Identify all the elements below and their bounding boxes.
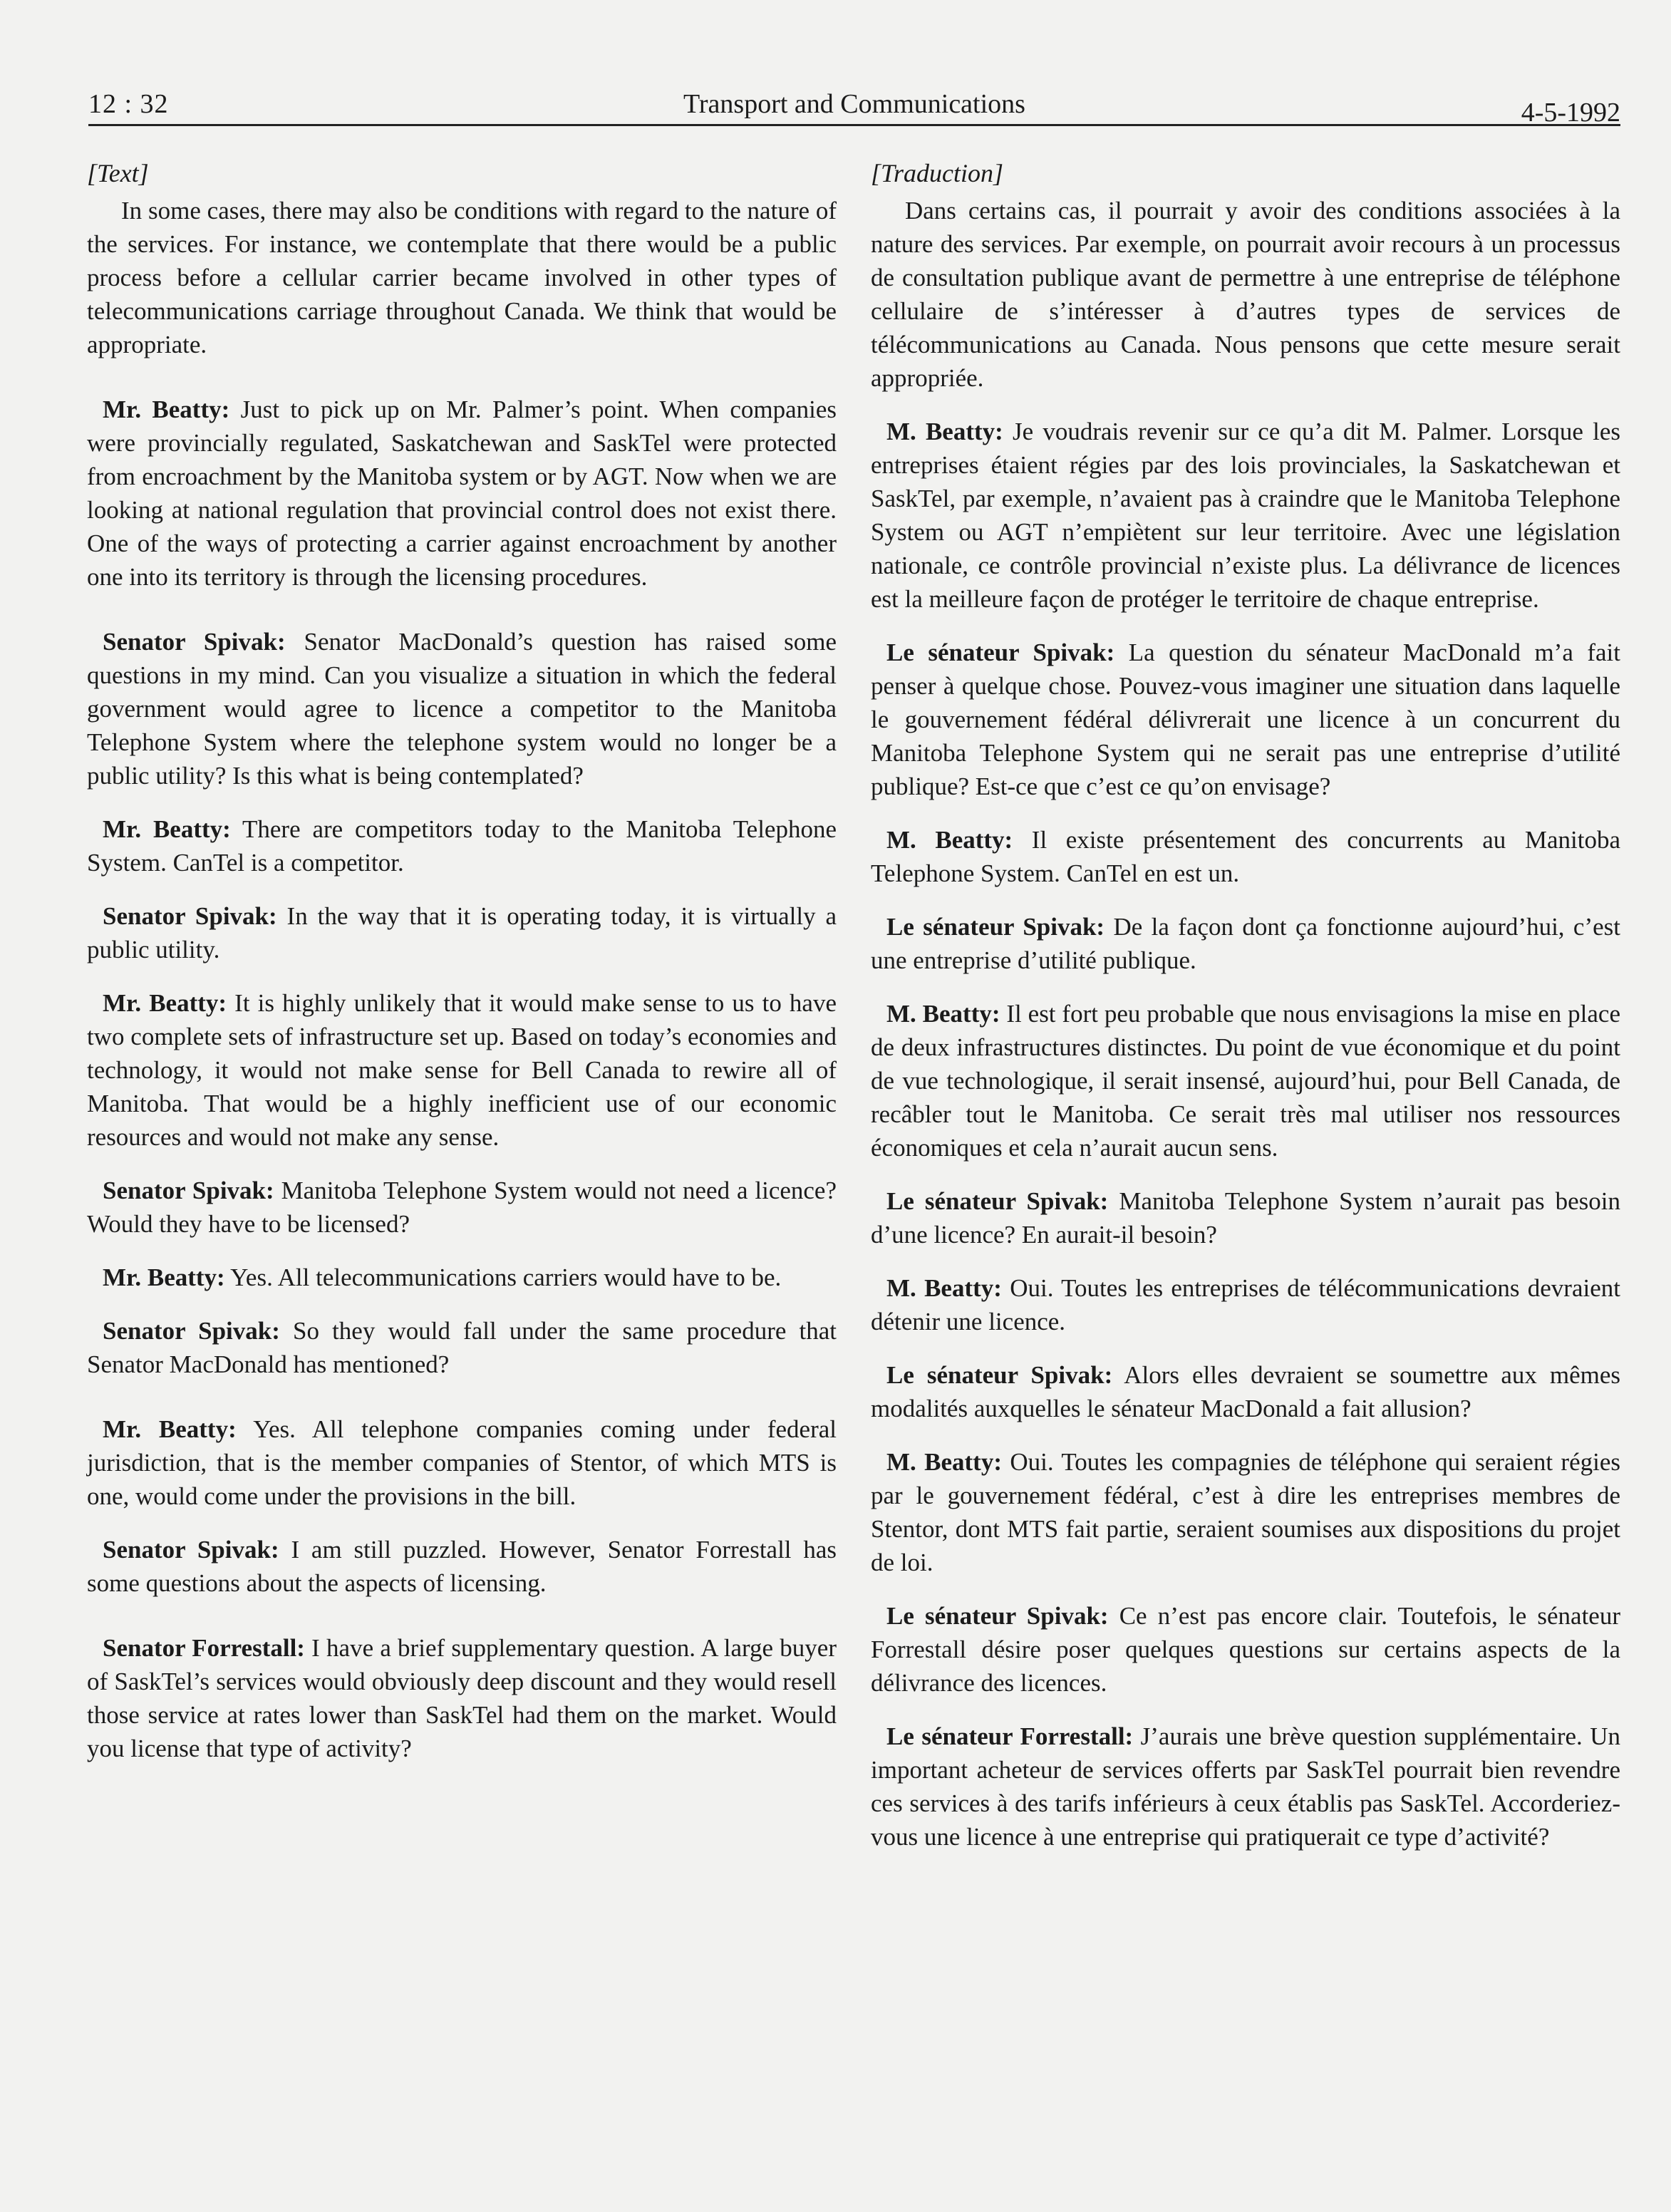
speaker-name: M. Beatty: xyxy=(886,1448,1002,1476)
english-paragraph xyxy=(87,194,837,361)
speaker-name: Mr. Beatty: xyxy=(103,989,227,1017)
speaker-name: M. Beatty: xyxy=(886,826,1013,854)
paragraph-text: Oui. Toutes les compagnies de téléphone qui seraient régies par le gouvernement fédéral, c’est à dire les entreprises membres de Stentor, dont MTS fait partie, seraient soumises aux dispositions du projet de loi. xyxy=(871,1448,1620,1576)
english-paragraph xyxy=(87,1261,837,1294)
paragraph-text: I am still puzzled. However, Senator Forrestall has some questions about the aspects of licensing. xyxy=(87,1536,837,1597)
paragraph-text: I have a brief supplementary question. A large buyer of SaskTel’s services would obviously deep discount and they would resell those service at rates lower than SaskTel had them on the market. Would you license that type of activity? xyxy=(87,1634,837,1762)
header-date: 4-5-1992 xyxy=(1521,98,1620,128)
speaker-name: Mr. Beatty: xyxy=(103,815,231,843)
speaker-name: Mr. Beatty: xyxy=(103,1415,237,1443)
english-paragraph xyxy=(87,1314,837,1381)
english-paragraph xyxy=(87,393,837,594)
french-paragraph xyxy=(871,1271,1620,1338)
speaker-name: Le sénateur Spivak: xyxy=(886,1187,1109,1215)
french-paragraph xyxy=(871,636,1620,803)
paragraph-text: Senator MacDonald’s question has raised some questions in my mind. Can you visualize a situation in which the federal government would agree to licence a competitor to the Manitoba Telephone System where the telephone system would no longer be a public utility? Is this what is being contemplated? xyxy=(87,628,837,790)
french-paragraph xyxy=(871,1720,1620,1854)
speaker-name: Senator Spivak: xyxy=(103,628,286,656)
french-paragraph xyxy=(871,415,1620,616)
french-column xyxy=(871,158,1620,1874)
english-paragraph xyxy=(87,1412,837,1513)
paragraph-text: J’aurais une brève question supplémentaire. Un important acheteur de services offerts par SaskTel pourrait bien revendre ces services à des tarifs inférieurs à ceux établis pas SaskTel. Accorderiez-vous une licence à une entreprise qui pratiquerait ce type d’activité? xyxy=(871,1722,1620,1851)
french-paragraph xyxy=(871,910,1620,977)
running-title: Transport and Communications xyxy=(683,89,1025,119)
speaker-name: Senator Forrestall: xyxy=(103,1634,305,1662)
french-section-tag: [Traduction] xyxy=(871,159,1004,187)
paragraph-text: Manitoba Telephone System n’aurait pas besoin d’une licence? En aurait-il besoin? xyxy=(871,1187,1620,1249)
english-paragraph xyxy=(87,1631,837,1765)
english-paragraph xyxy=(87,812,837,879)
english-paragraph xyxy=(87,899,837,966)
speaker-name: Senator Spivak: xyxy=(103,1177,274,1204)
speaker-name: Mr. Beatty: xyxy=(103,396,230,423)
paragraph-text: Just to pick up on Mr. Palmer’s point. When companies were provincially regulated, Saskatchewan and SaskTel were protected from encroachment by the Manitoba system or by AGT. Now when we are looking at national regulation that provincial control does not exist there. One of the ways of protecting a carrier against encroachment by another one into its territory is through the licensing procedures. xyxy=(87,396,837,591)
english-column xyxy=(87,158,837,1785)
french-paragraph xyxy=(871,997,1620,1164)
speaker-name: Le sénateur Forrestall: xyxy=(886,1722,1134,1750)
paragraph-text: Il est fort peu probable que nous envisagions la mise en place de deux infrastructures distinctes. Du point de vue économique et du point de vue technologique, il serait insensé, aujourd’hui, pour Bell Canada, de recâbler tout le Manitoba. Ce serait très mal utiliser nos ressources économiques et cela n’aurait aucun sens. xyxy=(871,1000,1620,1162)
paragraph-text: Alors elles devraient se soumettre aux mêmes modalités auxquelles le sénateur MacDonald a fait allusion? xyxy=(871,1361,1620,1422)
paragraph-text: It is highly unlikely that it would make sense to us to have two complete sets of infrastructure set up. Based on today’s economies and technology, it would not make sense for Bell Canada to rewire all of Manitoba. That would be a highly inefficient use of our economic resources and would not make any sense. xyxy=(87,989,837,1151)
paragraph-text: Ce n’est pas encore clair. Toutefois, le sénateur Forrestall désire poser quelques questions sur certains aspects de la délivrance des licences. xyxy=(871,1602,1620,1697)
french-paragraph xyxy=(871,823,1620,890)
english-section-tag: [Text] xyxy=(87,159,149,187)
speaker-name: Senator Spivak: xyxy=(103,902,277,930)
english-paragraph xyxy=(87,1174,837,1241)
speaker-name: M. Beatty: xyxy=(886,1000,1000,1028)
speaker-name: Mr. Beatty: xyxy=(103,1263,225,1291)
paragraph-text: Je voudrais revenir sur ce qu’a dit M. Palmer. Lorsque les entreprises étaient régies par des lois provinciales, la Saskatchewan et SaskTel, par exemple, n’avaient pas à craindre que le Manitoba Telephone System ou AGT n’empiètent sur leur territoire. Avec une législation nationale, ce contrôle provincial n’existe plus. La délivrance de licences est la meilleure façon de protéger le territoire de chaque entreprise. xyxy=(871,418,1620,613)
paragraph-text: In some cases, there may also be conditions with regard to the nature of the services. For instance, we contemplate that there would be a public process before a cellular carrier became involved in other types of telecommunications carriage throughout Canada. We think that would be appropriate. xyxy=(87,197,837,358)
paragraph-text: Dans certains cas, il pourrait y avoir des conditions associées à la nature des services. Par exemple, on pourrait avoir recours à un processus de consultation publique avant de permettre à une entreprise de téléphone cellulaire de s’intéresser à d’autres types de services de télécommunications au Canada. Nous pensons que cette mesure serait appropriée. xyxy=(871,197,1620,392)
speaker-name: M. Beatty: xyxy=(886,1274,1002,1302)
french-paragraph xyxy=(871,194,1620,395)
paragraph-text: In the way that it is operating today, it is virtually a public utility. xyxy=(87,902,837,963)
french-paragraph xyxy=(871,1445,1620,1579)
speaker-name: Le sénateur Spivak: xyxy=(886,1602,1109,1630)
french-paragraph xyxy=(871,1184,1620,1251)
english-paragraph xyxy=(87,1533,837,1600)
speaker-name: M. Beatty: xyxy=(886,418,1003,445)
speaker-name: Le sénateur Spivak: xyxy=(886,913,1105,941)
english-paragraph xyxy=(87,625,837,792)
speaker-name: Senator Spivak: xyxy=(103,1317,280,1345)
speaker-name: Le sénateur Spivak: xyxy=(886,1361,1113,1389)
paragraph-text: Oui. Toutes les entreprises de télécommunications devraient détenir une licence. xyxy=(871,1274,1620,1335)
paragraph-text: Yes. All telephone companies coming under federal jurisdiction, that is the member companies of Stentor, of which MTS is one, would come under the provisions in the bill. xyxy=(87,1415,837,1510)
paragraph-text: De la façon dont ça fonctionne aujourd’hui, c’est une entreprise d’utilité publique. xyxy=(871,913,1620,974)
speaker-name: Le sénateur Spivak: xyxy=(886,639,1115,666)
paragraph-text: Manitoba Telephone System would not need a licence? Would they have to be licensed? xyxy=(87,1177,837,1238)
french-paragraph xyxy=(871,1358,1620,1425)
paragraph-text: La question du sénateur MacDonald m’a fait penser à quelque chose. Pouvez-vous imaginer une situation dans laquelle le gouvernement fédéral délivrerait une licence à un concurrent du Manitoba Telephone System qui ne serait pas une entreprise d’utilité publique? Est-ce que c’est ce qu’on envisage? xyxy=(871,639,1620,800)
english-paragraph xyxy=(87,986,837,1154)
paragraph-text: So they would fall under the same procedure that Senator MacDonald has mentioned? xyxy=(87,1317,837,1378)
paragraph-text: Il existe présentement des concurrents au Manitoba Telephone System. CanTel en est un. xyxy=(871,826,1620,887)
french-paragraph xyxy=(871,1599,1620,1700)
paragraph-text: Yes. All telecommunications carriers would have to be. xyxy=(224,1263,782,1291)
paragraph-text: There are competitors today to the Manitoba Telephone System. CanTel is a competitor. xyxy=(87,815,837,877)
page-header xyxy=(88,80,1620,126)
speaker-name: Senator Spivak: xyxy=(103,1536,279,1564)
page-number: 12 : 32 xyxy=(88,89,169,119)
